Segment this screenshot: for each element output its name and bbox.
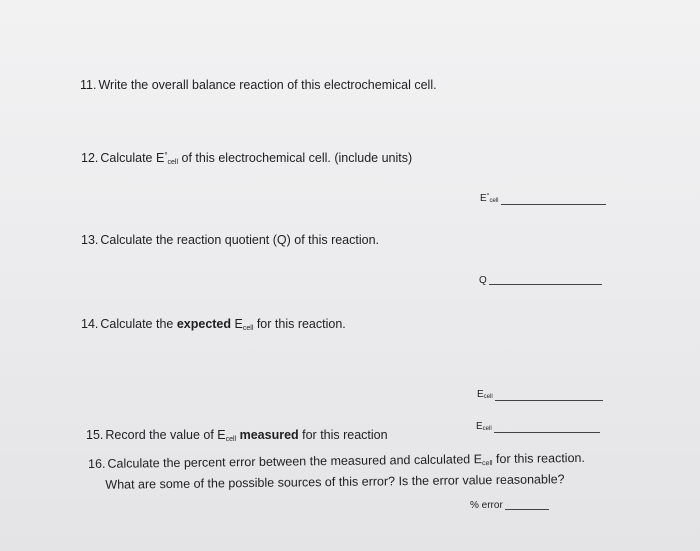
answer-blank-line[interactable] [505,508,549,510]
question-11 [80,77,437,93]
question-number: 11. [80,78,97,92]
answer-label: E°cell [480,193,499,204]
answer-label: % error [470,500,503,511]
question-text-end: for this reaction. [492,450,585,467]
question-number: 12. [81,151,99,165]
answer-label: Q [479,275,487,286]
answer-label: Ecell [477,389,493,400]
answer-blank-line[interactable] [494,431,600,433]
answer-e-cell-expected [477,388,603,404]
question-13 [81,232,379,248]
cell-subscript: cell [167,159,179,166]
answer-q [479,274,602,288]
answer-blank-line[interactable] [501,203,606,205]
question-12 [81,148,412,171]
question-number: 16. [88,456,106,471]
question-text-start: Calculate E [100,151,165,165]
question-text-end: for this reaction. [253,317,346,331]
emphasis-measured: measured [236,428,299,442]
emphasis-expected: expected [176,317,232,331]
question-text-start: Calculate the percent error between the measured and calculated E [107,452,483,471]
question-number: 13. [81,233,99,247]
question-text: Write the overall balance reaction of this electrochemical cell. [98,78,437,92]
cell-subscript: cell [482,460,493,468]
question-text-end: of this electrochemical cell. (include units) [178,151,413,165]
question-text-start: Record the value of E [105,428,226,442]
answer-label: Ecell [476,421,492,432]
cell-subscript: cell [225,436,237,443]
answer-blank-line[interactable] [489,283,602,285]
cell-subscript: cell [242,325,254,332]
question-16 [88,450,585,493]
answer-blank-line[interactable] [495,399,603,401]
question-15 [86,427,388,448]
answer-e-cell-standard [480,190,606,208]
answer-e-cell-measured [476,420,600,436]
question-number: 14. [81,317,99,331]
question-14 [81,316,346,337]
degree-symbol: ° [164,151,168,160]
answer-percent-error [470,499,549,513]
question-number: 15. [86,428,104,442]
question-text-mid: E [231,317,243,331]
question-text-start: Calculate the [100,317,177,331]
question-text-end: for this reaction [298,428,388,442]
question-16-line-2: What are some of the possible sources of this error? Is the error value reasonable? [105,472,565,492]
question-text: Calculate the reaction quotient (Q) of this reaction. [100,233,380,247]
